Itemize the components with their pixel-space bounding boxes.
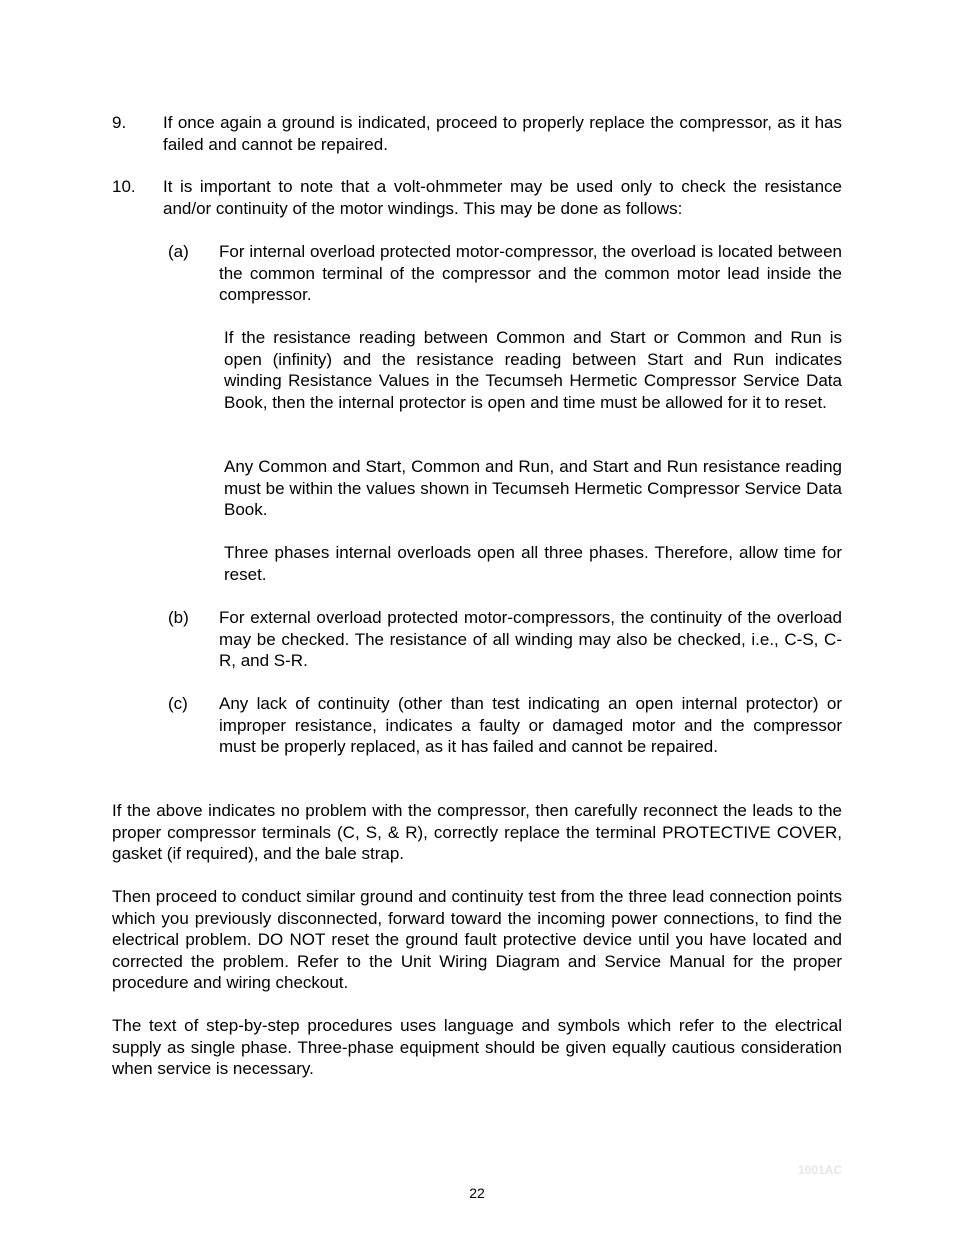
subitem-label: (b) [168,608,189,627]
subitem-label: (c) [168,694,188,713]
subitem-paragraph: If the resistance reading between Common and Start or Common and Run is open (infinity) and the resistance reading between Start and Run indicates winding Resistance Values in the Tecumseh Hermetic Compressor Service Data Book, then the internal protector is open and time must be allowed for it to reset. [224,328,842,412]
body-paragraph: If the above indicates no problem with the compressor, then carefully reconnect the leads to the proper compressor terminals (C, S, & R), correctly replace the terminal PROTECTIVE COVER, gasket (if required), and the bale strap. [112,801,842,863]
item-number: 10. [112,177,136,196]
item-number: 9. [112,113,127,132]
subitem-paragraph: Three phases internal overloads open all three phases. Therefore, allow time for reset. [224,543,842,584]
page-number: 22 [469,1185,485,1201]
subitem-text: Any lack of continuity (other than test indicating an open internal protector) or improper resistance, indicates a faulty or damaged motor and the compressor must be properly replaced, as it has failed and cannot be repaired. [219,694,842,756]
item-text: If once again a ground is indicated, proceed to properly replace the compressor, as it has failed and cannot be repaired. [163,113,842,154]
subitem-label: (a) [168,242,189,261]
body-paragraph: The text of step-by-step procedures uses language and symbols which refer to the electrical supply as single phase. Three-phase equipment should be given equally cautious consideration when service is necessary. [112,1016,842,1078]
subitem-text: For external overload protected motor-compressors, the continuity of the overload may be checked. The resistance of all winding may also be checked, i.e., C-S, C-R, and S-R. [219,608,842,670]
document-code: 1001AC [797,1163,842,1177]
subitem-paragraph: Any Common and Start, Common and Run, and Start and Run resistance reading must be within the values shown in Tecumseh Hermetic Compressor Service Data Book. [224,457,842,519]
subitem-text: For internal overload protected motor-compressor, the overload is located between the common terminal of the compressor and the common motor lead inside the compressor. [219,242,842,304]
body-paragraph: Then proceed to conduct similar ground and continuity test from the three lead connection points which you previously disconnected, forward toward the incoming power connections, to find the electrical problem. DO NOT reset the ground fault protective device until you have located and corrected the problem. Refer to the Unit Wiring Diagram and Service Manual for the proper procedure and wiring checkout. [112,887,842,992]
item-text: It is important to note that a volt-ohmmeter may be used only to check the resistance and/or continuity of the motor windings. This may be done as follows: [163,177,842,218]
